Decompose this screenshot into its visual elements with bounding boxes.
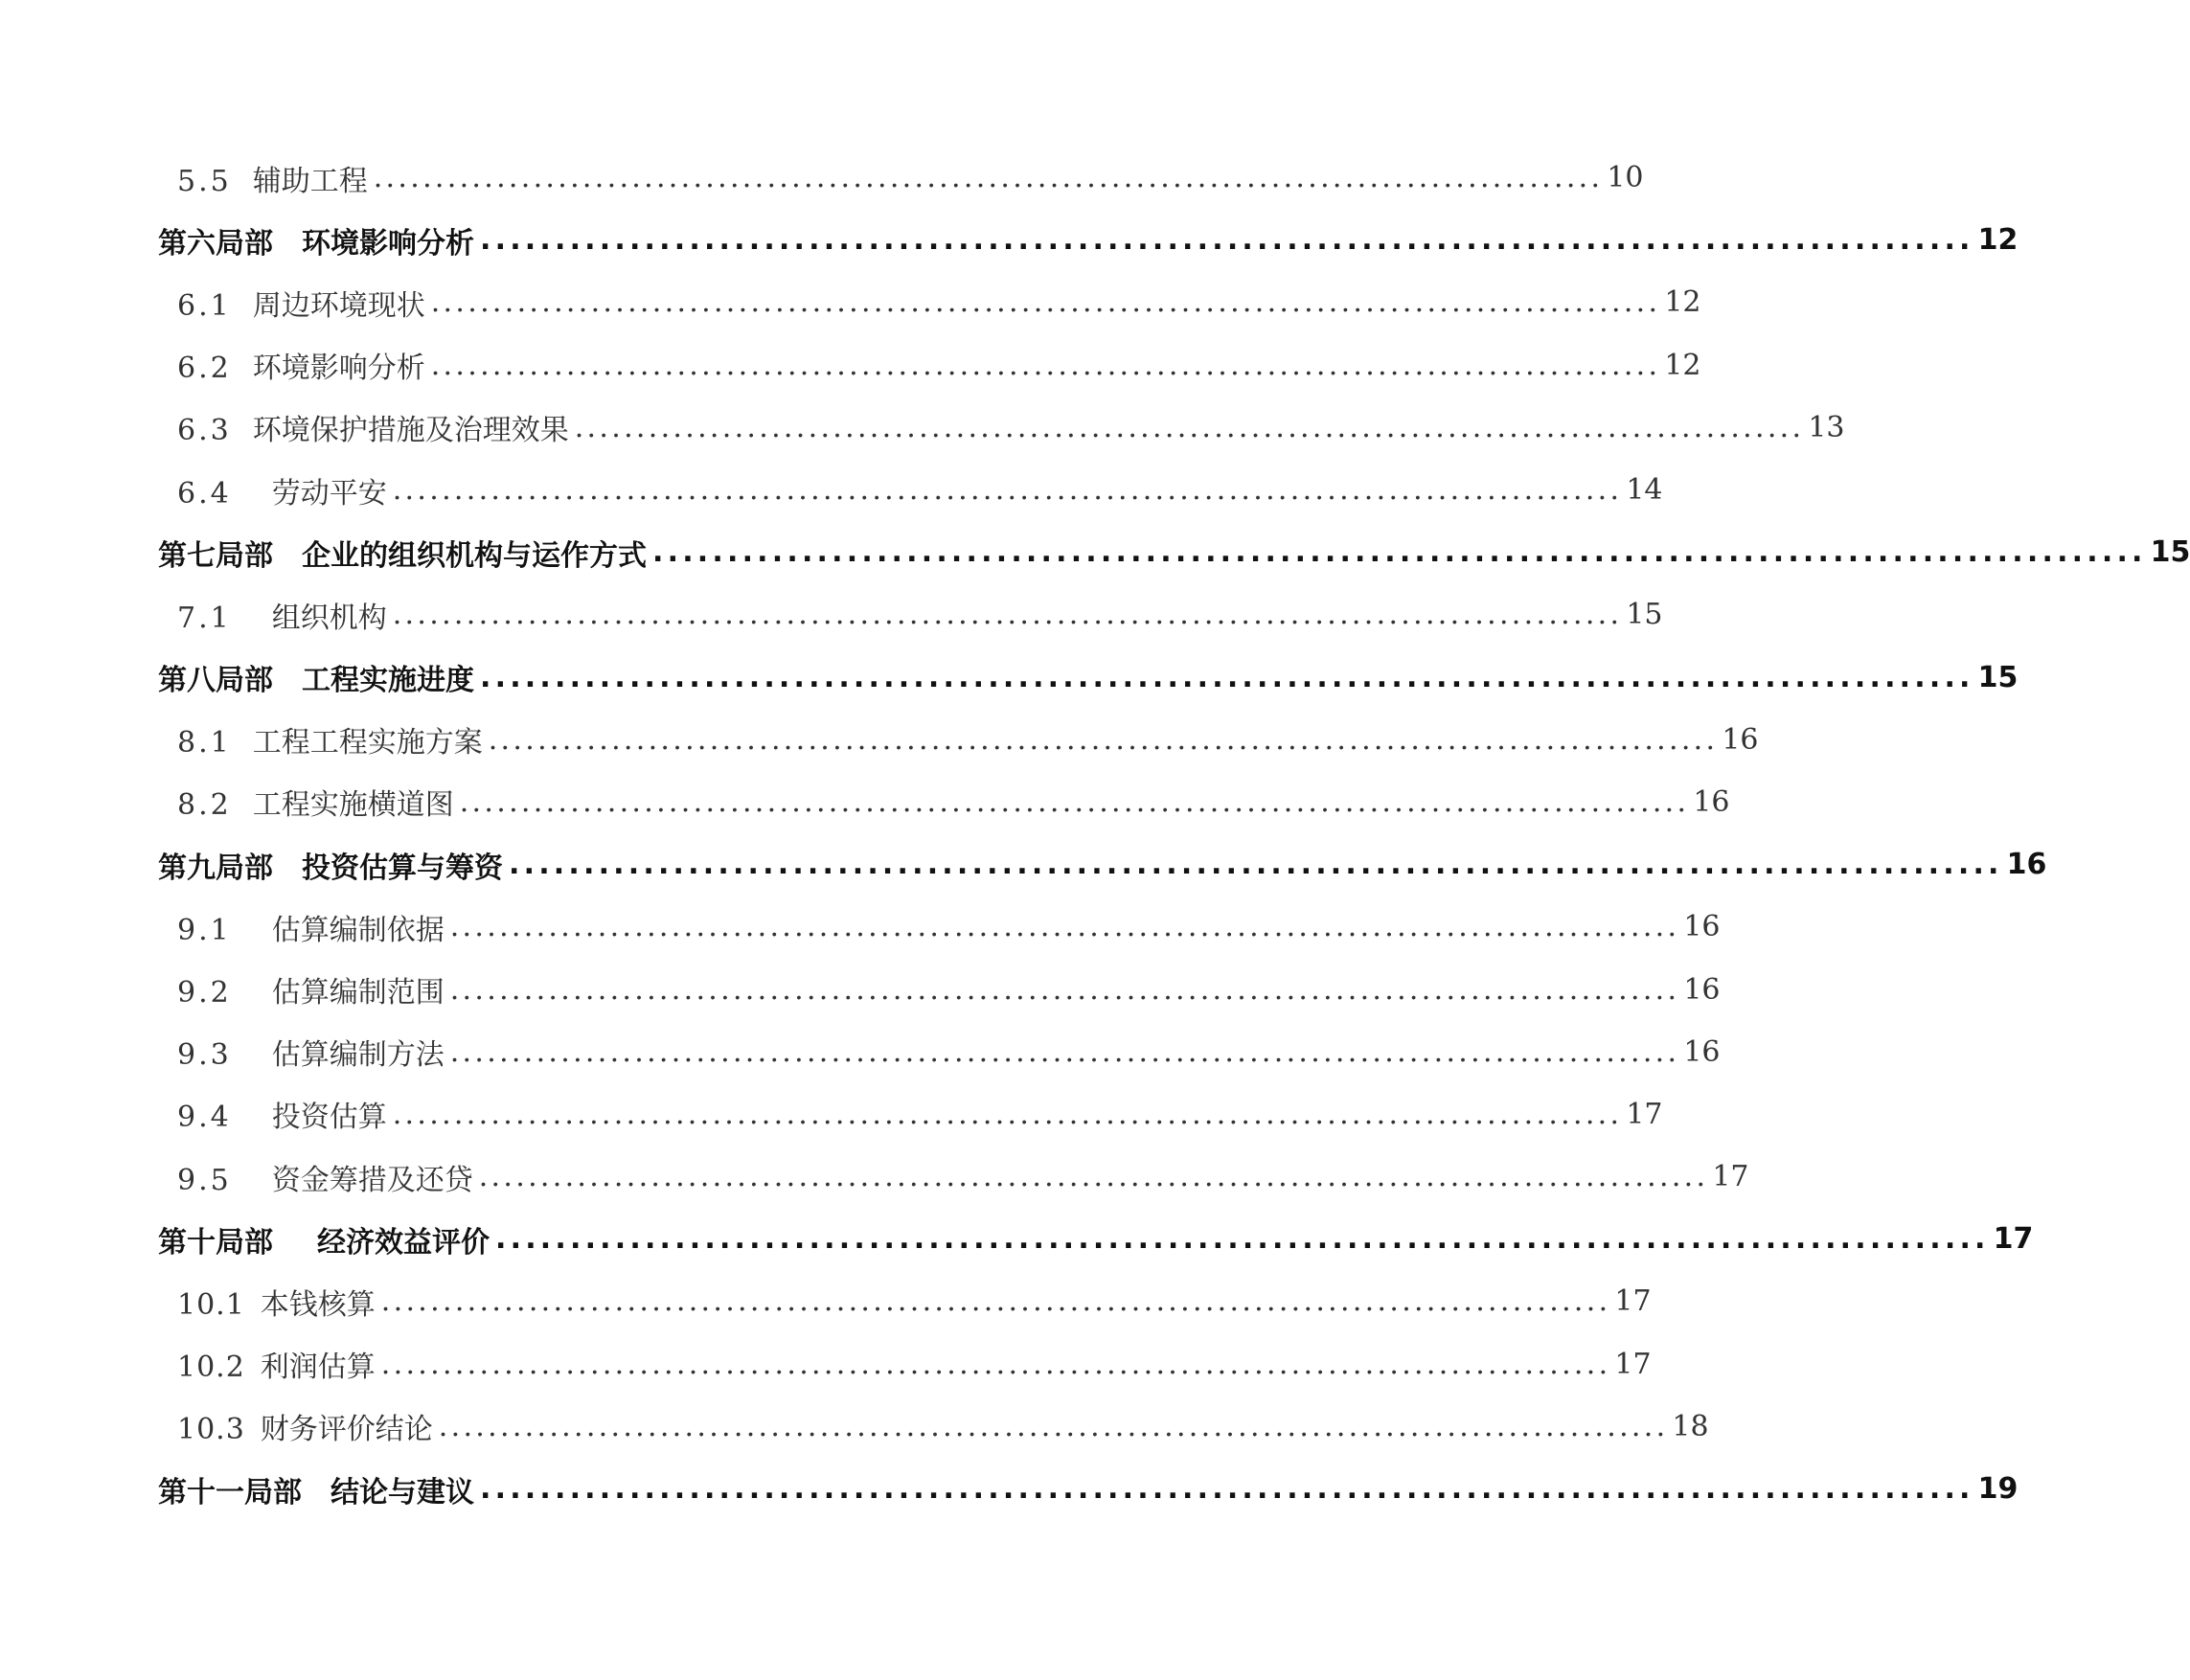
- toc-entry-title: 环境影响分析: [252, 352, 425, 386]
- toc-entry-number: 9.1: [177, 913, 232, 947]
- toc-leader-dots: ....................................................................................................: [373, 161, 1604, 195]
- toc-entry-8-2[interactable]: [177, 771, 1730, 833]
- toc-entry-number: 10.2: [177, 1351, 245, 1385]
- toc-entry-number: 9.2: [177, 976, 232, 1010]
- toc-entry-title: 投资估算: [271, 1101, 387, 1135]
- toc-chapter-title: 投资估算与筹资: [302, 851, 503, 885]
- toc-chapter-page: 19: [1977, 1472, 2019, 1507]
- toc-entry-8-1[interactable]: [177, 709, 1759, 771]
- toc-chapter-6[interactable]: [158, 209, 2019, 271]
- toc-leader-dots: ....................................................................................................: [495, 1222, 1990, 1257]
- toc-entry-9-2[interactable]: [177, 958, 1721, 1020]
- toc-entry-title: 估算编制范围: [271, 976, 445, 1010]
- toc-chapter-11[interactable]: [158, 1458, 2019, 1520]
- toc-entry-title: 辅助工程: [252, 164, 368, 198]
- toc-chapter-7[interactable]: [158, 521, 2190, 583]
- toc-entry-number: 8.2: [177, 788, 232, 823]
- toc-entry-title: 环境保护措施及治理效果: [252, 414, 569, 448]
- toc-entry-title: 周边环境现状: [252, 288, 425, 323]
- toc-leader-dots: ....................................................................................................: [488, 722, 1719, 757]
- toc-leader-dots: ....................................................................................................: [449, 972, 1680, 1007]
- toc-chapter-title: 环境影响分析: [302, 226, 474, 261]
- toc-chapter-page: 16: [2006, 848, 2047, 882]
- toc-chapter-number: 第九局部: [158, 851, 273, 885]
- toc-entry-title: 劳动平安: [271, 476, 387, 511]
- toc-entry-title: 估算编制方法: [271, 1038, 445, 1073]
- toc-leader-dots: ....................................................................................................: [438, 1409, 1669, 1443]
- toc-entry-title: 工程工程实施方案: [252, 726, 483, 761]
- toc-chapter-page: 15: [1977, 660, 2019, 694]
- toc-chapter-title: 结论与建议: [331, 1475, 474, 1510]
- toc-entry-page: 15: [1626, 598, 1663, 632]
- toc-entry-number: 9.5: [177, 1163, 232, 1197]
- toc-leader-dots: ....................................................................................................: [480, 223, 1974, 258]
- toc-leader-dots: ....................................................................................................: [574, 410, 1805, 444]
- toc-chapter-number: 第七局部: [158, 538, 273, 573]
- toc-entry-number: 6.3: [177, 414, 232, 448]
- toc-leader-dots: ....................................................................................................: [652, 535, 2147, 570]
- toc-chapter-8[interactable]: [158, 647, 2019, 709]
- toc-entry-6-3[interactable]: [177, 397, 1845, 459]
- toc-entry-number: 6.2: [177, 352, 232, 386]
- toc-entry-title: 组织机构: [271, 601, 387, 635]
- toc-entry-6-4[interactable]: [177, 459, 1663, 521]
- toc-leader-dots: ....................................................................................................: [480, 660, 1974, 694]
- toc-leader-dots: ....................................................................................................: [430, 285, 1661, 320]
- toc-chapter-number: 第十一局部: [158, 1475, 302, 1510]
- toc-chapter-number: 第十局部: [158, 1225, 273, 1260]
- toc-entry-page: 17: [1626, 1097, 1663, 1131]
- toc-leader-dots: ....................................................................................................: [449, 1034, 1680, 1069]
- toc-chapter-9[interactable]: [158, 833, 2047, 896]
- toc-entry-9-5[interactable]: [177, 1146, 1749, 1208]
- toc-entry-title: 利润估算: [260, 1351, 376, 1385]
- toc-entry-page: 12: [1664, 348, 1701, 382]
- toc-leader-dots: ....................................................................................................: [430, 348, 1661, 382]
- toc-leader-dots: ....................................................................................................: [392, 1097, 1623, 1131]
- toc-entry-number: 5.5: [177, 164, 232, 198]
- toc-leader-dots: ....................................................................................................: [392, 473, 1623, 508]
- toc-entry-page: 13: [1808, 410, 1845, 444]
- toc-leader-dots: ....................................................................................................: [392, 598, 1623, 632]
- toc-leader-dots: ....................................................................................................: [509, 848, 2003, 882]
- toc-entry-page: 16: [1683, 972, 1721, 1007]
- toc-chapter-number: 第八局部: [158, 664, 273, 698]
- toc-entry-number: 9.3: [177, 1038, 232, 1073]
- toc-entry-title: 资金筹措及还贷: [271, 1163, 473, 1197]
- toc-chapter-page: 12: [1977, 223, 2019, 258]
- toc-entry-9-4[interactable]: [177, 1083, 1663, 1146]
- toc-entry-7-1[interactable]: [177, 583, 1663, 646]
- toc-entry-number: 9.4: [177, 1101, 232, 1135]
- toc-entry-10-3[interactable]: [177, 1396, 1709, 1458]
- toc-entry-title: 估算编制依据: [271, 913, 445, 947]
- toc-entry-title: 本钱核算: [260, 1287, 376, 1322]
- toc-chapter-page: 15: [2150, 535, 2190, 570]
- toc-entry-page: 18: [1672, 1409, 1709, 1443]
- toc-entry-number: 6.4: [177, 476, 232, 511]
- toc-leader-dots: ....................................................................................................: [380, 1284, 1611, 1319]
- toc-entry-number: 7.1: [177, 601, 232, 635]
- toc-entry-10-2[interactable]: [177, 1333, 1652, 1396]
- toc-leader-dots: ....................................................................................................: [449, 910, 1680, 944]
- toc-entry-page: 14: [1626, 473, 1663, 508]
- toc-leader-dots: ....................................................................................................: [480, 1472, 1974, 1507]
- toc-entry-number: 8.1: [177, 726, 232, 761]
- toc-chapter-title: 企业的组织机构与运作方式: [302, 538, 647, 573]
- toc-entry-page: 16: [1683, 910, 1721, 944]
- toc-entry-5-5[interactable]: [177, 147, 1644, 209]
- toc-entry-page: 10: [1607, 161, 1644, 195]
- toc-entry-page: 17: [1614, 1347, 1652, 1381]
- toc-entry-title: 财务评价结论: [260, 1413, 433, 1447]
- toc-chapter-title: 工程实施进度: [302, 664, 474, 698]
- toc-entry-10-1[interactable]: [177, 1270, 1652, 1332]
- toc-chapter-10[interactable]: [158, 1208, 2034, 1270]
- toc-entry-page: 12: [1664, 285, 1701, 320]
- table-of-contents: [0, 147, 2190, 1520]
- toc-entry-9-3[interactable]: [177, 1021, 1721, 1083]
- toc-entry-page: 17: [1614, 1284, 1652, 1319]
- toc-leader-dots: ....................................................................................................: [478, 1160, 1709, 1194]
- toc-entry-9-1[interactable]: [177, 896, 1721, 958]
- toc-entry-6-1[interactable]: [177, 271, 1701, 333]
- toc-entry-number: 10.3: [177, 1413, 245, 1447]
- toc-chapter-page: 17: [1993, 1222, 2034, 1257]
- toc-chapter-number: 第六局部: [158, 226, 273, 261]
- toc-entry-page: 17: [1712, 1160, 1749, 1194]
- toc-leader-dots: ....................................................................................................: [459, 784, 1690, 819]
- toc-entry-page: 16: [1693, 784, 1730, 819]
- toc-leader-dots: ....................................................................................................: [380, 1347, 1611, 1381]
- toc-entry-page: 16: [1683, 1034, 1721, 1069]
- toc-entry-number: 6.1: [177, 288, 232, 323]
- toc-entry-number: 10.1: [177, 1287, 245, 1322]
- toc-chapter-title: 经济效益评价: [317, 1225, 490, 1260]
- toc-entry-title: 工程实施横道图: [252, 788, 454, 823]
- toc-entry-page: 16: [1722, 722, 1759, 757]
- toc-entry-6-2[interactable]: [177, 334, 1701, 397]
